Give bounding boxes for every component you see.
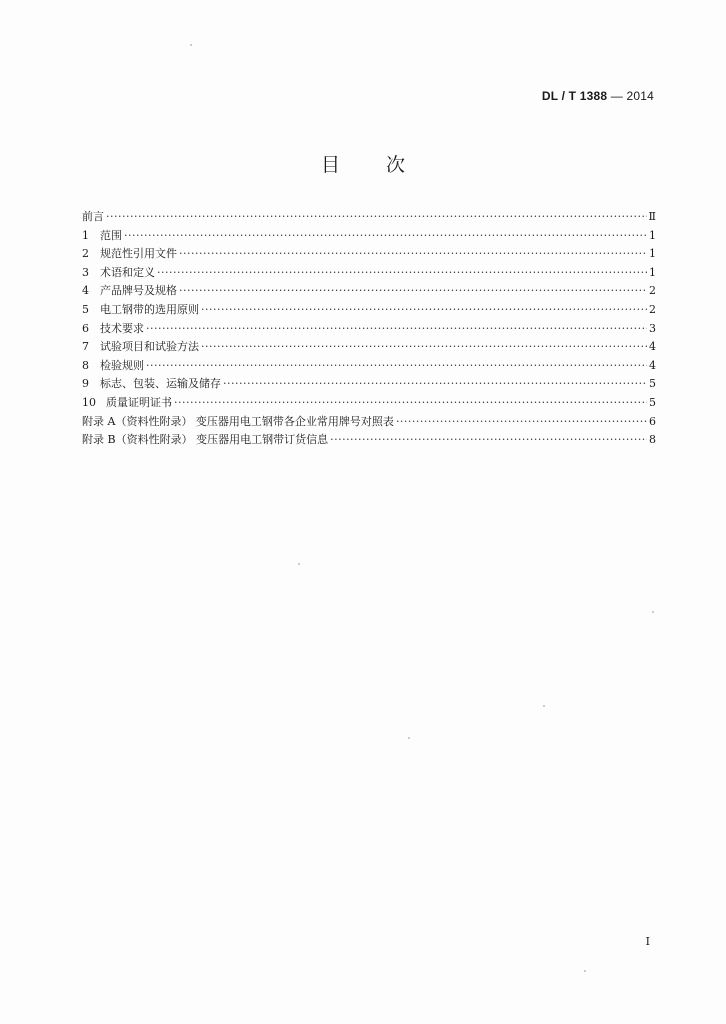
toc-entry-1[interactable]: [82, 227, 656, 246]
toc-entry-appendix-a[interactable]: [82, 413, 656, 432]
toc-entry-page: 4: [649, 340, 656, 354]
scan-speck: [190, 44, 192, 46]
toc-entry-title: 术语和定义: [100, 265, 155, 279]
toc-entry-title: 附录 B（资料性附录） 变压器用电工钢带订货信息: [82, 433, 329, 447]
toc-entry-title: 标志、包装、运输及储存: [100, 377, 221, 391]
toc-entry-number: 6: [82, 321, 89, 335]
toc-leader-dots: [179, 245, 647, 264]
toc-entry-number: 8: [82, 358, 89, 372]
toc-leader-dots: [106, 208, 647, 227]
standard-code-number: DL / T 1388: [541, 89, 608, 103]
scan-speck: [584, 970, 586, 972]
page-number: I: [645, 935, 650, 948]
scan-speck: [652, 611, 654, 613]
standard-code: [542, 89, 654, 103]
toc-entry-page: 5: [649, 377, 656, 391]
toc-entry-page: 6: [649, 414, 656, 428]
toc-leader-dots: [157, 264, 647, 283]
toc-entry-6[interactable]: [82, 320, 656, 339]
toc-leader-dots: [124, 227, 647, 246]
toc-entry-page: Ⅱ: [648, 210, 656, 223]
toc-entry-number: 7: [82, 340, 89, 354]
toc-entry-title: 产品牌号及规格: [100, 284, 177, 298]
toc-entry-page: 3: [649, 321, 656, 335]
toc-entry-number: 4: [82, 284, 89, 298]
page-title: 目次: [320, 154, 451, 176]
toc-entry-title: 试验项目和试验方法: [100, 340, 199, 354]
toc-entry-foreword[interactable]: [82, 208, 656, 227]
toc-entry-page: 2: [649, 284, 656, 298]
toc-entry-title: 附录 A（资料性附录） 变压器用电工钢带各企业常用牌号对照表: [82, 414, 394, 428]
toc-entry-title: 规范性引用文件: [100, 247, 177, 261]
toc-entry-4[interactable]: [82, 282, 656, 301]
toc-entry-9[interactable]: [82, 375, 656, 394]
toc-entry-number: 5: [82, 302, 89, 316]
toc-entry-3[interactable]: [82, 264, 656, 283]
toc-entry-number: 2: [82, 247, 89, 261]
table-of-contents: [82, 208, 656, 450]
toc-entry-7[interactable]: [82, 338, 656, 357]
toc-entry-number: 3: [82, 265, 89, 279]
toc-entry-10[interactable]: [82, 394, 656, 413]
toc-leader-dots: [179, 282, 647, 301]
toc-leader-dots: [396, 413, 647, 432]
standard-code-year: — 2014: [607, 89, 654, 103]
toc-entry-title: 前言: [82, 210, 104, 223]
toc-entry-8[interactable]: [82, 357, 656, 376]
toc-leader-dots: [146, 320, 647, 339]
toc-entry-title: 范围: [100, 228, 122, 242]
toc-entry-page: 8: [649, 433, 656, 447]
toc-leader-dots: [330, 431, 647, 450]
toc-entry-number: 10: [82, 395, 96, 409]
toc-leader-dots: [223, 375, 647, 394]
toc-entry-appendix-b[interactable]: [82, 431, 656, 450]
toc-entry-title: 检验规则: [100, 358, 144, 372]
toc-entry-page: 2: [649, 302, 656, 316]
toc-entry-5[interactable]: [82, 301, 656, 320]
toc-leader-dots: [146, 357, 647, 376]
scan-speck: [298, 563, 300, 565]
toc-entry-number: 1: [82, 228, 89, 242]
scan-speck: [543, 705, 545, 707]
toc-entry-title: 电工钢带的选用原则: [100, 302, 199, 316]
toc-entry-page: 1: [649, 247, 656, 261]
toc-entry-number: 9: [82, 377, 89, 391]
toc-entry-page: 4: [649, 358, 656, 372]
scan-speck: [408, 737, 410, 739]
toc-entry-title: 技术要求: [100, 321, 144, 335]
toc-entry-page: 1: [649, 228, 656, 242]
toc-entry-title: 质量证明证书: [106, 395, 172, 409]
toc-entry-2[interactable]: [82, 245, 656, 264]
toc-leader-dots: [174, 394, 647, 413]
toc-entry-page: 5: [649, 395, 656, 409]
toc-leader-dots: [201, 301, 647, 320]
toc-leader-dots: [201, 338, 647, 357]
toc-entry-page: 1: [649, 265, 656, 279]
